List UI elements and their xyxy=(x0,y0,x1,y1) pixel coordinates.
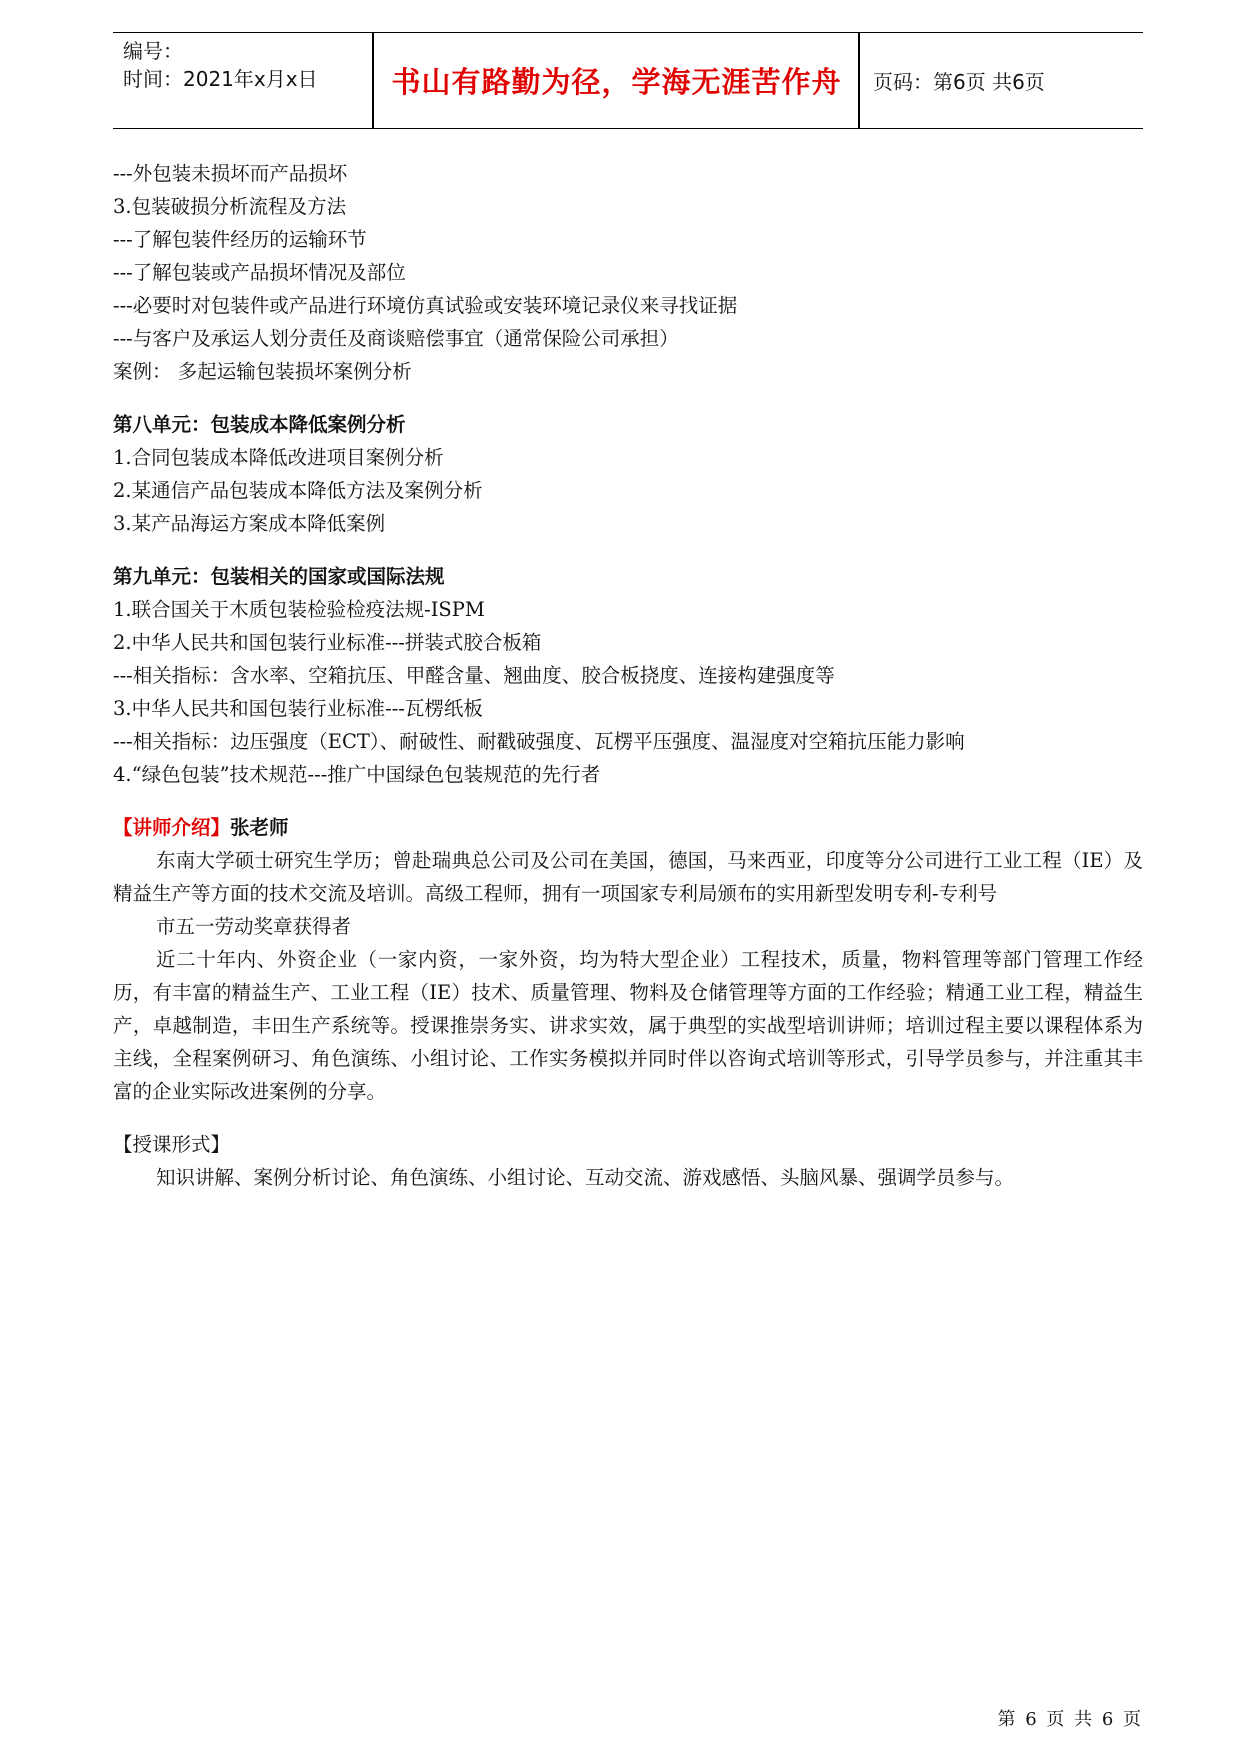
serial-label: 编号： xyxy=(123,39,183,63)
header-motto: 书山有路勤为径，学海无涯苦作舟 xyxy=(391,65,842,99)
list-item: 1.合同包装成本降低改进项目案例分析 xyxy=(113,446,444,469)
header-divider-left xyxy=(372,33,374,128)
page-header xyxy=(113,32,1143,129)
text-line: ---外包装未损坏而产品损坏 xyxy=(113,162,348,185)
header-page-info: 页码：第6页 共6页 xyxy=(873,70,1045,94)
list-item: 3.中华人民共和国包装行业标准---瓦楞纸板 xyxy=(113,697,483,720)
teacher-bio-2: 市五一劳动奖章获得者 xyxy=(156,915,352,938)
text-line: ---了解包装件经历的运输环节 xyxy=(113,228,367,251)
text-line: 案例： 多起运输包装损坏案例分析 xyxy=(113,360,412,383)
teacher-bio-3: 近二十年内、外资企业（一家内资，一家外资，均为特大型企业）工程技术，质量，物料管理等部门管理工作经历，有丰富的精益生产、工业工程（IE）技术、质量管理、物料及仓储管理等方面的工作经验；精通工业工程，精益生产，卓越制造，丰田生产系统等。授课推崇务实、讲求实效，属于典型的实战型培训讲师；培训过程主要以课程体系为主线，全程案例研习、角色演练、小组讨论、工作实务模拟并同时伴以咨询式培训等形式，引导学员参与，并注重其丰富的企业实际改进案例的分享。 xyxy=(113,948,1143,1103)
text-line: ---必要时对包装件或产品进行环境仿真试验或安装环境记录仪来寻找证据 xyxy=(113,294,738,317)
document-body xyxy=(113,157,1143,1194)
list-item: ---相关指标：边压强度（ECT）、耐破性、耐戳破强度、瓦楞平压强度、温湿度对空箱抗压能力影响 xyxy=(113,730,965,753)
text-line: ---与客户及承运人划分责任及商谈赔偿事宜（通常保险公司承担） xyxy=(113,327,679,350)
unit8-title: 第八单元：包装成本降低案例分析 xyxy=(113,413,406,436)
list-item: ---相关指标：含水率、空箱抗压、甲醛含量、翘曲度、胶合板挠度、连接构建强度等 xyxy=(113,664,835,687)
page-footer: 第 6 页 共 6 页 xyxy=(997,1709,1143,1730)
list-item: 2.中华人民共和国包装行业标准---拼装式胶合板箱 xyxy=(113,631,542,654)
text-line: 3.包装破损分析流程及方法 xyxy=(113,195,347,218)
date-line: 时间：2021年x月x日 xyxy=(123,67,318,91)
header-left xyxy=(123,37,318,93)
teacher-name: 张老师 xyxy=(230,816,289,839)
list-item: 1.联合国关于木质包装检验检疫法规-ISPM xyxy=(113,598,485,621)
list-item: 3.某产品海运方案成本降低案例 xyxy=(113,512,386,535)
unit9-title: 第九单元：包装相关的国家或国际法规 xyxy=(113,565,445,588)
format-heading: 【授课形式】 xyxy=(113,1133,231,1156)
teacher-heading xyxy=(113,811,1143,844)
header-divider-right xyxy=(858,33,860,128)
teacher-label: 【讲师介绍】 xyxy=(113,816,231,839)
list-item: 2.某通信产品包装成本降低方法及案例分析 xyxy=(113,479,483,502)
text-line: ---了解包装或产品损坏情况及部位 xyxy=(113,261,406,284)
format-text: 知识讲解、案例分析讨论、角色演练、小组讨论、互动交流、游戏感悟、头脑风暴、强调学员参与。 xyxy=(156,1166,1015,1189)
teacher-bio-1: 东南大学硕士研究生学历；曾赴瑞典总公司及公司在美国，德国，马来西亚，印度等分公司进行工业工程（IE）及精益生产等方面的技术交流及培训。高级工程师，拥有一项国家专利局颁布的实用新型发明专利-专利号 xyxy=(113,849,1143,905)
list-item: 4.“绿色包装”技术规范---推广中国绿色包装规范的先行者 xyxy=(113,763,601,786)
